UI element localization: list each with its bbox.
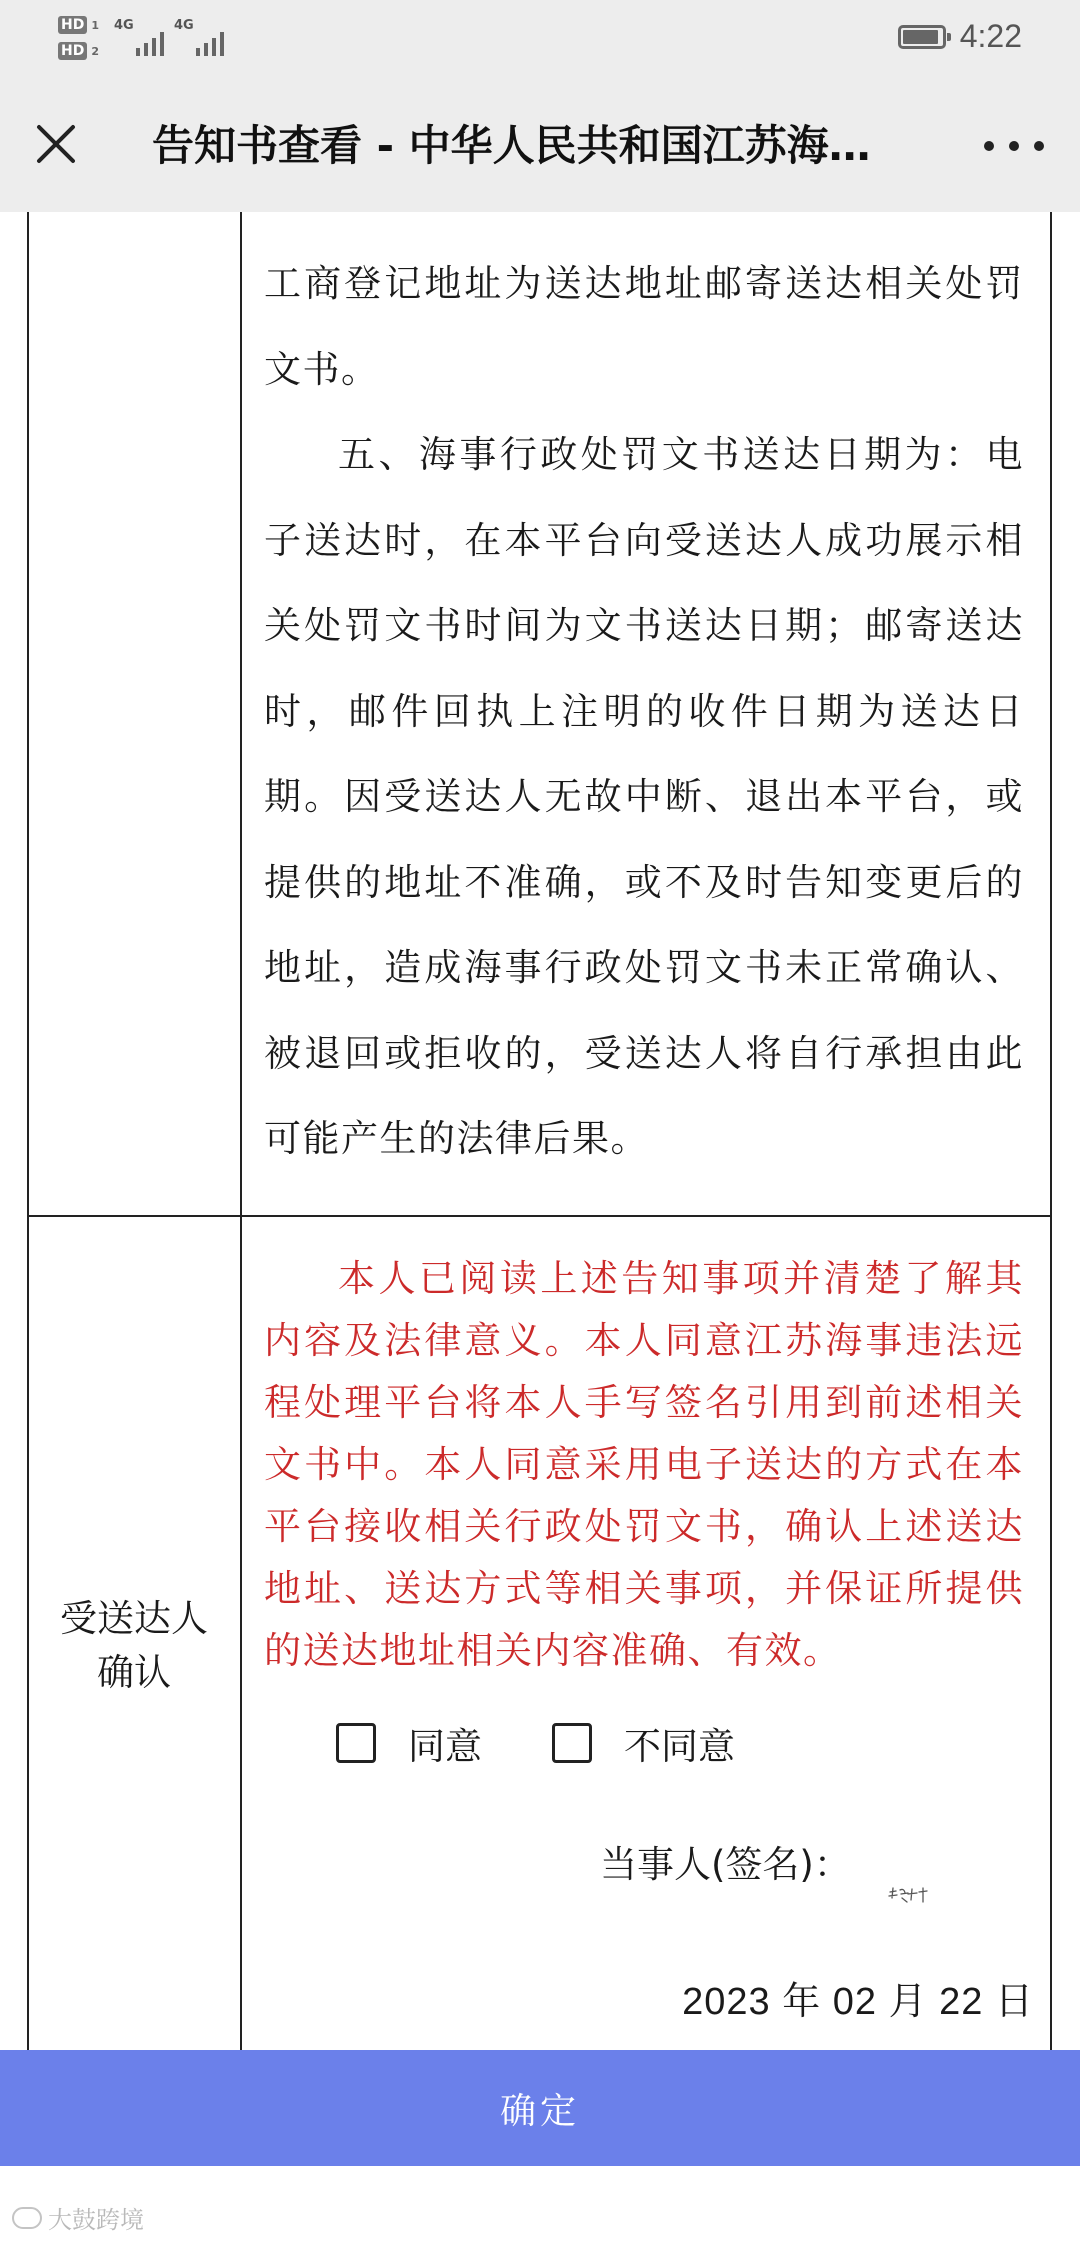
consent-statement: 本人已阅读上述告知事项并清楚了解其内容及法律意义。本人同意江苏海事违法远程处理平台将本人手写签名引用到前述相关文书中。本人同意采用电子送达的方式在本平台接收相关行政处罚文书，确认上述送达地址、送达方式等相关事项，并保证所提供的送达地址相关内容准确、有效。: [264, 1257, 1024, 1672]
notice-table[interactable]: [0, 212, 1080, 2050]
agree-checkbox[interactable]: [336, 1723, 376, 1763]
status-right: [898, 18, 1022, 55]
hd-badge-1: HD: [58, 16, 87, 34]
table-border-right: [1050, 212, 1052, 2050]
disagree-checkbox[interactable]: [552, 1723, 592, 1763]
page-title: 告知书查看 - 中华人民共和国江苏海…: [152, 121, 871, 170]
agree-label: 同意: [408, 1725, 482, 1768]
table-divider: [240, 212, 242, 2050]
more-options-icon[interactable]: [984, 134, 1044, 158]
watermark: 大鼓跨境: [12, 2200, 144, 2235]
sign-date: 2023 年 02 月 22 日: [682, 1981, 1034, 2023]
notice-paragraph-five: 五、海事行政处罚文书送达日期为：电子送达时，在本平台向受送达人成功展示相关处罚文书时间为文书送达日期；邮寄送达时，邮件回执上注明的收件日期为送达日期。因受送达人无故中断、退出本平台，或提供的地址不准确，或不及时告知变更后的地址，造成海事行政处罚文书未正常确认、被退回或拒收的，受送达人将自行承担由此可能产生的法律后果。: [264, 433, 1024, 1160]
watermark-logo-icon: [12, 2207, 42, 2229]
disagree-option[interactable]: [552, 1716, 735, 1770]
row-divider: [27, 1215, 1052, 1217]
confirm-button[interactable]: 确定: [0, 2050, 1080, 2166]
title-bar: [0, 78, 1080, 212]
recipient-confirm-label: 受送达人 确认: [60, 1597, 208, 1694]
status-bar: HD 1 HD 2 4G 4G 4:22: [0, 0, 1080, 78]
handwritten-signature: [886, 1884, 934, 1912]
close-icon[interactable]: [28, 116, 84, 172]
battery-icon: [898, 25, 946, 49]
status-left: HD 1 HD 2: [58, 12, 99, 64]
table-border-left: [27, 212, 29, 2050]
hd-badge-2: HD: [58, 42, 87, 60]
disagree-label: 不同意: [624, 1725, 735, 1768]
notice-paragraph-cont: 工商登记地址为送达地址邮寄送达相关处罚文书。: [264, 262, 1024, 391]
clock: 4:22: [959, 18, 1022, 54]
notice-text: [264, 241, 1024, 1182]
agree-option[interactable]: [336, 1716, 482, 1770]
signature-label: 当事人(签名)：: [600, 1843, 851, 1886]
